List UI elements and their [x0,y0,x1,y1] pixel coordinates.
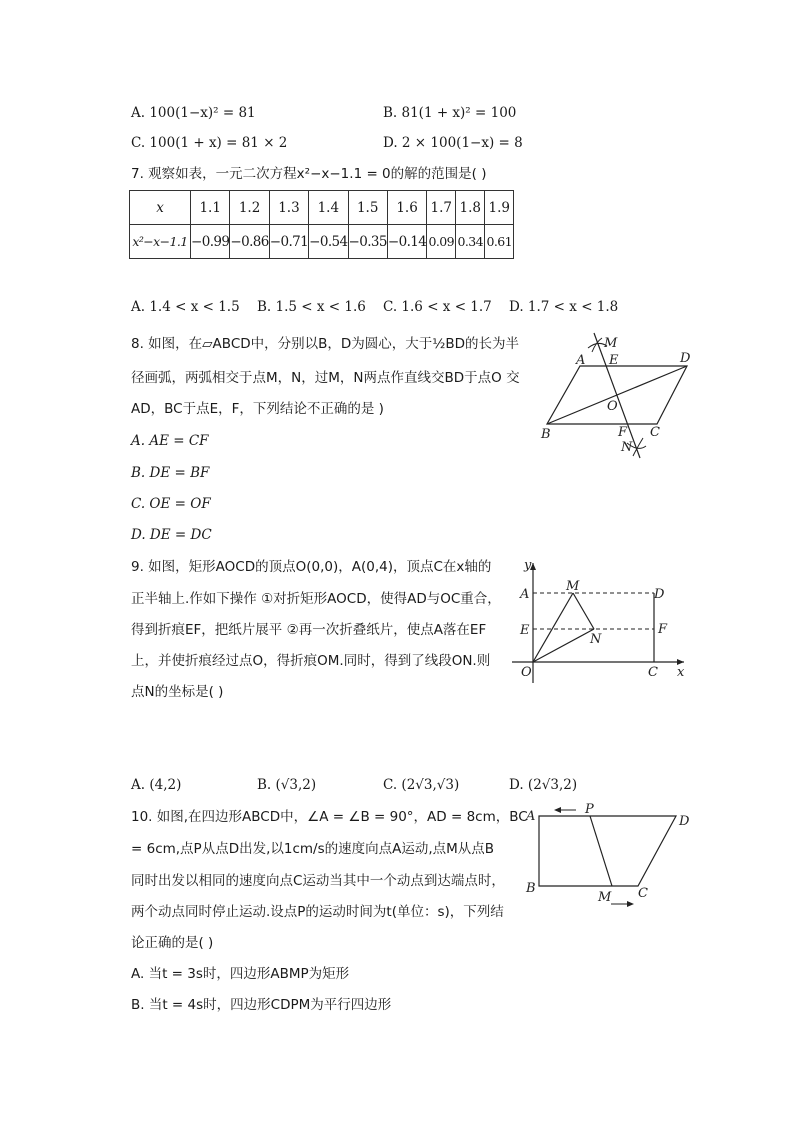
q10-option-b: B. 当t = 4s时，四边形CDPM为平行四边形 [131,997,392,1013]
table-cell: −0.71 [269,225,308,259]
table-row [130,191,514,225]
label-e: E [520,623,530,638]
q9-stem-line1: 9. 如图，矩形AOCD的顶点O(0,0)，A(0,4)，顶点C在x轴的 [131,559,492,575]
label-b: B [526,881,536,896]
table-cell: 1.3 [269,191,308,225]
trapezoid-abcd [539,816,676,886]
label-f: F [618,425,628,440]
q7-value-table [129,190,514,259]
q10-option-a: A. 当t = 3s时，四边形ABMP为矩形 [131,966,350,982]
q8-option-c: C. OE = OF [131,496,211,512]
q7-option-c: C. 1.6 < x < 1.7 [383,299,492,315]
q8-parallelogram-figure [530,330,700,465]
label-p: P [585,802,594,817]
table-cell: −0.35 [348,225,387,259]
label-o: O [521,665,532,680]
table-cell: 1.7 [427,191,456,225]
q10-stem-line2: = 6cm,点P从点D出发,以1cm/s的速度向点A运动,点M从点B [131,841,495,857]
table-row-label: x²−x−1.1 [130,225,191,259]
table-cell: 1.2 [230,191,269,225]
label-a: A [526,809,536,824]
q9-option-b: B. (√3,2) [257,777,317,793]
q9-option-a: A. (4,2) [131,777,182,793]
q9-option-d: D. (2√3,2) [509,777,578,793]
label-a: A [576,353,586,368]
q9-stem-line4: 上，并使折痕经过点O，得折痕OM.同时，得到了线段ON.则 [131,653,491,669]
q7-option-b: B. 1.5 < x < 1.6 [257,299,366,315]
label-m: M [566,579,580,594]
label-o: O [607,399,618,414]
label-c: C [648,665,658,680]
q9-stem-line3: 得到折痕EF，把纸片展平 ②再一次折叠纸片，使点A落在EF [131,622,487,638]
arrow-p-head [554,807,561,813]
q7-stem: 7. 观察如表，一元二次方程x²−x−1.1 = 0的解的范围是( ) [131,166,487,182]
q10-stem-line1: 10. 如图,在四边形ABCD中，∠A = ∠B = 90°，AD = 8cm，BC [131,809,528,825]
table-cell: 1.8 [456,191,485,225]
q9-option-c: C. (2√3,√3) [383,777,460,793]
label-e: E [609,353,619,368]
label-c: C [638,886,648,901]
q6-option-d: D. 2 × 100(1−x) = 8 [383,135,523,151]
table-cell: 1.9 [485,191,514,225]
q10-stem-line5: 论正确的是( ) [131,935,214,951]
table-cell: 0.34 [456,225,485,259]
q10-stem-line3: 同时出发以相同的速度向点C运动当其中一个动点到达端点时， [131,873,505,889]
q6-option-a: A. 100(1−x)² = 81 [131,105,256,121]
table-cell: −0.86 [230,225,269,259]
table-cell: 1.5 [348,191,387,225]
q9-stem-line2: 正半轴上.作如下操作 ①对折矩形AOCD，使得AD与OC重合， [131,591,501,607]
q6-option-b: B. 81(1 + x)² = 100 [383,105,517,121]
table-cell: −0.99 [191,225,230,259]
q8-stem-line3: AD，BC于点E，F，下列结论不正确的是 ) [131,401,384,417]
label-y: y [524,558,532,573]
q7-option-d: D. 1.7 < x < 1.8 [509,299,619,315]
q9-stem-line5: 点N的坐标是( ) [131,684,224,700]
q8-option-d: D. DE = DC [131,527,212,543]
segment-pm [590,816,612,886]
q7-option-a: A. 1.4 < x < 1.5 [131,299,240,315]
table-cell: 1.4 [309,191,348,225]
table-cell: −0.14 [387,225,426,259]
label-f: F [658,622,668,637]
label-m: M [604,336,618,351]
label-n: N [621,440,633,455]
table-row [130,225,514,259]
q8-option-a: A. AE = CF [131,433,209,449]
q8-stem-line2: 径画弧，两弧相交于点M，N，过M，N两点作直线交BD于点O 交 [131,370,520,386]
q8-stem-line1: 8. 如图，在▱ABCD中，分别以B，D为圆心，大于½BD的长为半 [131,336,520,352]
label-x: x [677,665,685,680]
label-m: M [598,890,612,905]
table-cell: 0.61 [485,225,514,259]
arrow-m-head [627,901,634,907]
table-cell: −0.54 [309,225,348,259]
label-d: D [654,587,665,602]
q9-rectangle-figure [510,555,690,685]
label-d: D [679,814,690,829]
q6-option-c: C. 100(1 + x) = 81 × 2 [131,135,288,151]
q8-option-b: B. DE = BF [131,465,210,481]
table-cell: 1.1 [191,191,230,225]
label-d: D [680,351,691,366]
label-n: N [590,632,602,647]
label-a: A [520,587,530,602]
q10-stem-line4: 两个动点同时停止运动.设点P的运动时间为t(单位：s)，下列结 [131,904,504,920]
line-mn [594,333,640,458]
table-header-x: x [130,191,191,225]
table-cell: 1.6 [387,191,426,225]
label-b: B [541,427,551,442]
label-c: C [650,425,660,440]
table-cell: 0.09 [427,225,456,259]
q10-trapezoid-figure [520,800,700,910]
segment-mn [573,593,594,629]
